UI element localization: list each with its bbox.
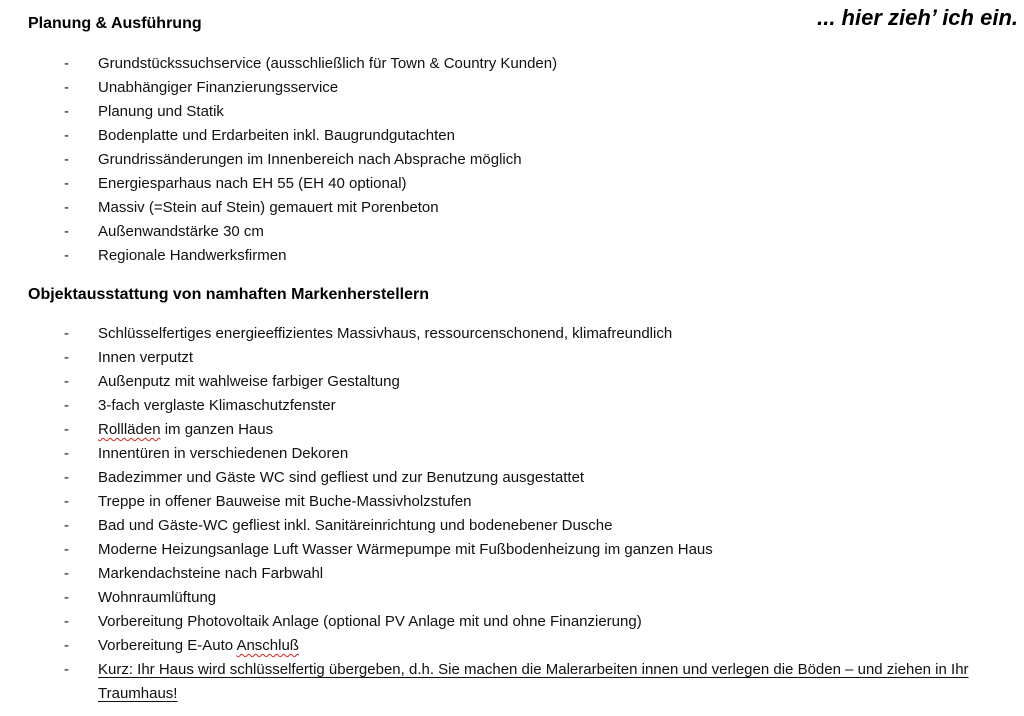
list-item-text: 3-fach verglaste Klimaschutzfenster [98, 397, 336, 414]
list-item-text: Außenwandstärke 30 cm [98, 223, 264, 240]
list-item-text: Unabhängiger Finanzierungsservice [98, 79, 339, 96]
list-item-text: Markendachsteine nach Farbwahl [98, 565, 324, 582]
list-item-text: Planung und Statik [98, 103, 224, 120]
bullet: - [64, 199, 69, 216]
summary-text: Kurz: Ihr Haus wird schlüsselfertig übergeben, d.h. Sie machen die Malerarbeiten innen und verlegen die Böden – und ziehen in Ihr Traumhaus! [98, 661, 969, 702]
bullet: - [64, 397, 69, 414]
list-item-text: Grundrissänderungen im Innenbereich nach Absprache möglich [98, 151, 522, 168]
bullet: - [64, 637, 69, 654]
list-item-text: Vorbereitung E-Auto Anschluß [98, 637, 299, 654]
list-item-text: Rollläden im ganzen Haus [98, 421, 274, 438]
list-item-text: Moderne Heizungsanlage Luft Wasser Wärmepumpe mit Fußbodenheizung im ganzen Haus [98, 541, 713, 558]
bullet: - [64, 661, 69, 678]
list-item-text: Regionale Handwerksfirmen [98, 247, 287, 264]
list-item-text: Außenputz mit wahlweise farbiger Gestaltung [98, 373, 400, 390]
list-item-text: Badezimmer und Gäste WC sind gefliest und zur Benutzung ausgestattet [98, 469, 585, 486]
list-item-text: Schlüsselfertiges energieeffizientes Massivhaus, ressourcenschonend, klimafreundlich [98, 325, 673, 342]
bullet: - [64, 349, 69, 366]
bullet: - [64, 103, 69, 120]
bullet: - [64, 565, 69, 582]
bullet: - [64, 493, 69, 510]
list-item-text: Massiv (=Stein auf Stein) gemauert mit Porenbeton [98, 199, 439, 216]
bullet: - [64, 445, 69, 462]
bullet: - [64, 175, 69, 192]
section-heading-equipment: Objektausstattung von namhaften Markenherstellern [28, 286, 429, 303]
list-item-text: Wohnraumlüftung [98, 589, 217, 606]
list-item-text: Bodenplatte und Erdarbeiten inkl. Baugrundgutachten [98, 127, 455, 144]
bullet: - [64, 79, 69, 96]
section-heading-planning: Planung & Ausführung [28, 15, 202, 32]
bullet: - [64, 421, 69, 438]
bullet: - [64, 517, 69, 534]
list-item-text: Grundstückssuchservice (ausschließlich für Town & Country Kunden) [98, 55, 558, 72]
bullet: - [64, 541, 69, 558]
bullet: - [64, 151, 69, 168]
bullet: - [64, 613, 69, 630]
bullet: - [64, 325, 69, 342]
slogan: ... hier zieh’ ich ein. [817, 5, 1018, 30]
bullet: - [64, 127, 69, 144]
bullet: - [64, 55, 69, 72]
bullet: - [64, 223, 69, 240]
list-item-text: Treppe in offener Bauweise mit Buche-Massivholzstufen [98, 493, 472, 510]
list-item-text: Vorbereitung Photovoltaik Anlage (optional PV Anlage mit und ohne Finanzierung) [98, 613, 642, 630]
bullet: - [64, 373, 69, 390]
bullet: - [64, 589, 69, 606]
bullet: - [64, 469, 69, 486]
bullet: - [64, 247, 69, 264]
list-item-text: Energiesparhaus nach EH 55 (EH 40 optional) [98, 175, 407, 192]
list-item-text: Innen verputzt [98, 349, 194, 366]
list-item-text: Innentüren in verschiedenen Dekoren [98, 445, 349, 462]
list-item-text: Bad und Gäste-WC gefliest inkl. Sanitäreinrichtung und bodenebener Dusche [98, 517, 613, 534]
